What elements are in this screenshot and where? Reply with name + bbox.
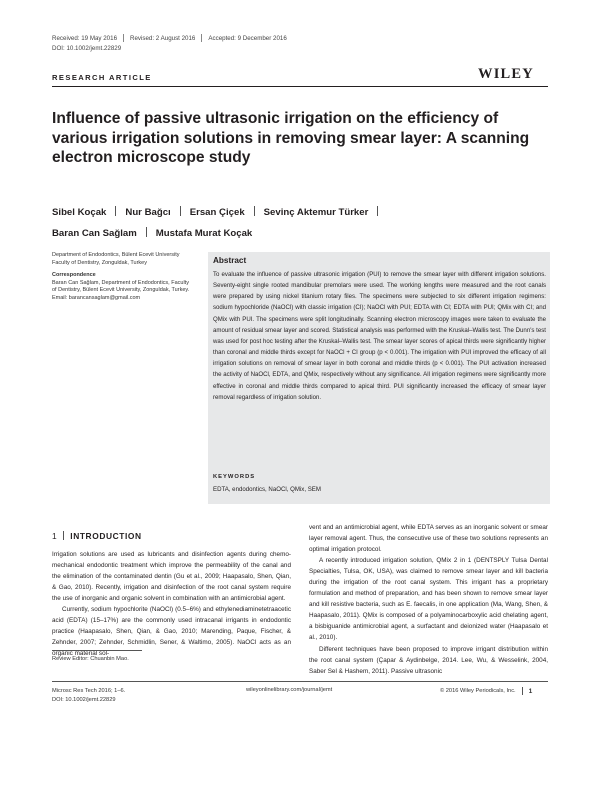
keywords-heading: KEYWORDS	[213, 474, 256, 480]
author-name[interactable]: Ersan Çiçek	[189, 207, 245, 218]
author-name[interactable]: Baran Can Sağlam	[52, 228, 137, 239]
section-heading	[52, 531, 142, 541]
footer-doi[interactable]: DOI: 10.1002/jemt.22829	[52, 697, 116, 703]
author-list	[52, 202, 548, 244]
paragraph: Currently, sodium hypochlorite (NaOCl) (0.5–6%) and ethylenediaminetetraacetic acid (EDTA) (15–17%) are the commonly used intracanal irrigants in endodontic practice (Haapasalo, Shen, Qian, & Gao, 2010; Marending, Paque, Fischer, & Zehnder, 2007; Zehnder, Schmidlin, Sener, & Waltimo, 2005). NaOCl acts as an organic material sol-	[52, 606, 291, 658]
header-rule	[52, 86, 548, 87]
page-number: 1	[528, 687, 533, 695]
divider	[63, 531, 64, 540]
paragraph: Different techniques have been proposed to improve irrigant distribution within the root canal system (Çapar & Aydinbelge, 2014. Lee, Wu, & Wesselink, 2004, Saber Sel & Hashem, 2011). Passive ultrasonic	[309, 645, 548, 675]
divider	[254, 206, 255, 216]
article-title: Influence of passive ultrasonic irrigation on the efficiency of various irrigation solutions in removing smear layer: A scanning electron microscope study	[52, 110, 530, 166]
publisher-logo: WILEY	[478, 66, 534, 82]
journal-citation: Microsc Res Tech 2016; 1–6.	[52, 688, 126, 694]
author-name[interactable]: Nur Bağcı	[125, 207, 171, 218]
divider	[180, 206, 181, 216]
body-column-left	[52, 549, 291, 659]
divider	[201, 34, 202, 42]
affiliation-block	[52, 252, 192, 303]
divider	[123, 34, 124, 42]
abstract-heading: Abstract	[213, 256, 247, 265]
accepted-date: Accepted: 9 December 2016	[208, 34, 287, 42]
footer-citation	[52, 687, 125, 705]
section-number: 1	[52, 531, 58, 541]
doi-header[interactable]: DOI: 10.1002/jemt.22829	[52, 45, 122, 52]
paragraph: A recently introduced irrigation solution, QMix 2 in 1 (DENTSPLY Tulsa Dental Specialties, Tulsa, OK, USA), was claimed to remove smear layer and kill bacteria during the irrigation of the root canal system. This irrigant has a proprietary formulation and method of preparation, and has been shown to remove smear layer and kill resistive bacteria, such as E. faecalis, in one application (Ma, Wang, Shen, & Haapasalo, 2011). QMix is composed of a polyaminocarboxylic acid chelating agent, a bisbiguanide antimicrobial agent, a surfactant and deionized water (Haapasalo et al., 2010).	[309, 557, 548, 642]
received-date: Received: 19 May 2016	[52, 34, 118, 42]
revised-date: Revised: 2 August 2016	[130, 34, 196, 42]
author-name[interactable]: Sevinç Aktemur Türker	[263, 207, 369, 218]
paragraph: vent and an antimicrobial agent, while EDTA serves as an inorganic solvent or smear layer removal agent. Thus, the consecutive use of these two solutions represents an optimal irrigation protocol.	[309, 524, 548, 554]
copyright: © 2016 Wiley Periodicals, Inc.	[440, 688, 516, 694]
author-name[interactable]: Sibel Koçak	[52, 207, 107, 218]
review-editor-note: Review Editor: Chuanbin Mao.	[52, 656, 129, 662]
journal-url[interactable]: wileyonlinelibrary.com/journal/jemt	[246, 687, 333, 693]
divider	[146, 227, 147, 237]
correspondence-heading: Correspondence	[52, 272, 96, 279]
paragraph: Irrigation solutions are used as lubricants and disinfection agents during chemo-mechanical endodontic treatment which improve the permeability of the canal and the elimination of the contaminated dentin (Gu et al., 2009; Haapasalo, Shen, Qian, & Gao, 2010). Recently, irrigation and disinfection of the root canal system require the use of inorganic and organic solvent in combination with an antimicrobial agent.	[52, 551, 291, 603]
correspondence-address: Baran Can Sağlam, Department of Endodontics, Faculty of Dentistry, Bülent Ecevit University, Zonguldak, Turkey.	[52, 279, 190, 294]
divider	[522, 687, 523, 695]
article-type: RESEARCH ARTICLE	[52, 73, 152, 82]
abstract-box	[208, 252, 550, 504]
abstract-text: To evaluate the influence of passive ultrasonic irrigation (PUI) to remove the smear layer with different irrigation solutions. Seventy-eight single rooted mandibular premolars were used. The working lengths were measured and the root canals were prepared by using nickel titanium rotary files. The specimens were subjected to six different irrigation regimens: sodium hypochloride (NaOCl) with classic irrigation (CI); NaOCl with PUI; EDTA with CI; EDTA with PUI; QMix with CI; and QMix with PUI. The specimens were split longitudinally. Scanning electron microscopy images were taken to evaluate the amount of residual smear layer and scored. Statistical analysis was performed with the Kruskal–Wallis test. The Dunn's test was used for post hoc testing after the Kruskal–Wallis test. The smear layer scores of apical thirds were significantly higher than coronal and middle thirds except for NaOCl + CI group (p < 0.001). The irrigation with PUI improved the efficacy of all irrigation solutions on removal of smear layer in both coronal and middle thirds (p < 0.001). The PUI activation increased the activity of NaOCl, EDTA, and QMix, respectively without any significance. All irrigation regimens were significantly more effective in coronal and middle thirds compared to apical third. PUI significantly increased the efficacy of smear layer removal regardless of irrigation solution.	[213, 271, 546, 401]
keywords-list: EDTA, endodontics, NaOCl, QMix, SEM	[213, 486, 321, 493]
footnote-rule	[52, 650, 142, 651]
divider	[377, 206, 378, 216]
department: Department of Endodontics, Bülent Ecevit University Faculty of Dentistry, Zonguldak, Turkey	[52, 252, 180, 266]
divider	[115, 206, 116, 216]
body-column-right	[309, 522, 548, 677]
correspondence-email[interactable]: Email: barancansaglam@gmail.com	[52, 294, 141, 301]
section-title: INTRODUCTION	[70, 531, 142, 541]
author-name[interactable]: Mustafa Murat Koçak	[155, 228, 253, 239]
footer-right	[440, 687, 532, 695]
footer-rule	[52, 681, 548, 682]
article-history	[52, 34, 287, 42]
